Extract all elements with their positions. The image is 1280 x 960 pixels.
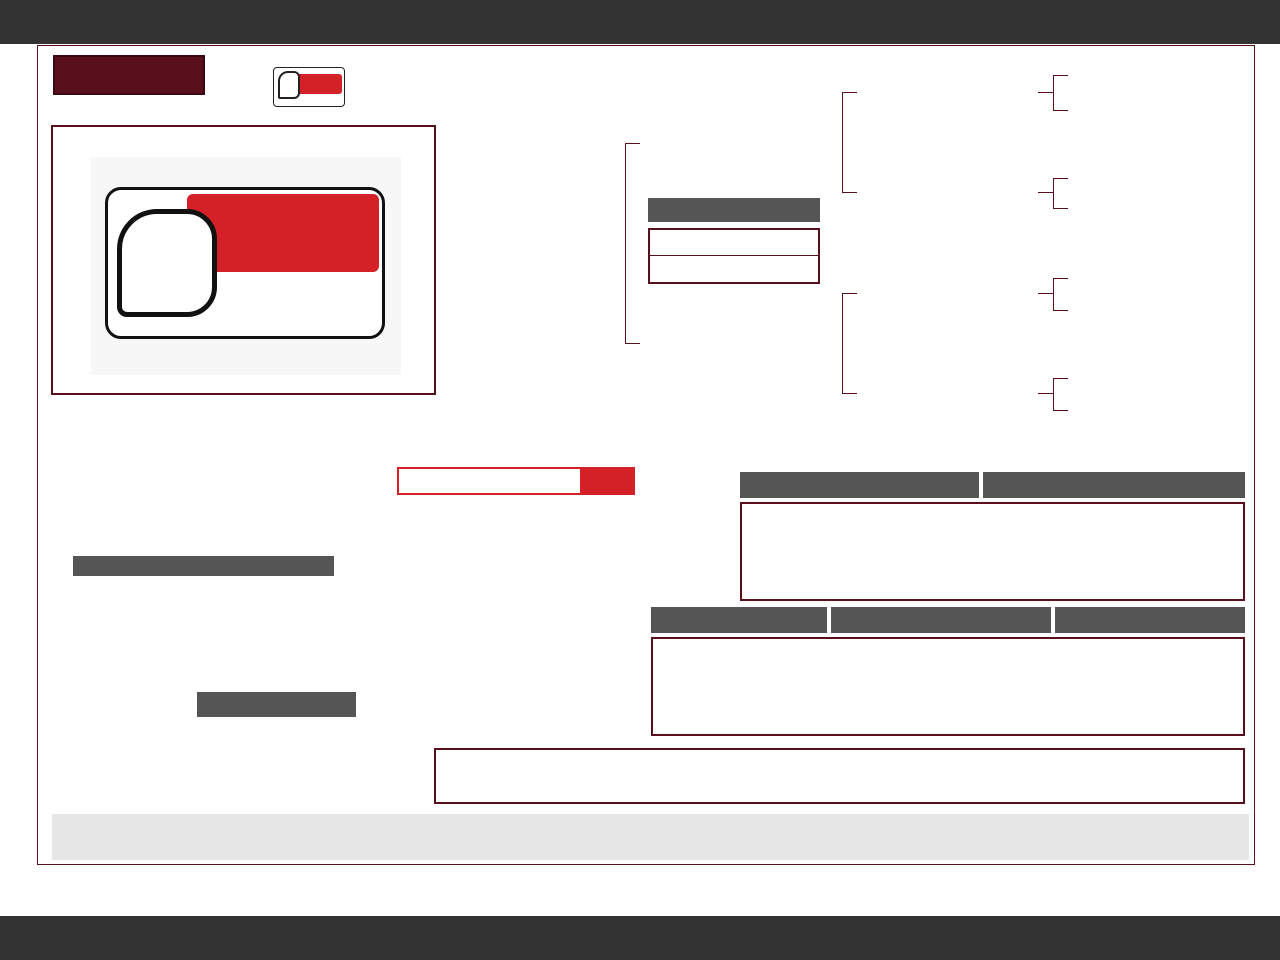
sussex-logo-small xyxy=(273,67,345,107)
dam-dam xyxy=(836,366,1056,374)
bull-head-icon xyxy=(117,209,217,317)
sire xyxy=(640,114,820,122)
bottom-bar xyxy=(0,916,1280,960)
myostatin-title xyxy=(197,692,356,717)
parentage-table xyxy=(648,228,820,284)
gg-4 xyxy=(1080,258,1240,262)
qr-code[interactable] xyxy=(50,690,164,804)
seller-remarks xyxy=(52,814,1249,860)
calf-mother-title xyxy=(740,472,979,498)
post-wean-title xyxy=(651,607,827,633)
gg-6 xyxy=(1080,358,1240,361)
sussex-logo-large xyxy=(91,157,401,375)
logix-logo xyxy=(660,470,730,600)
animal-photo-frame xyxy=(51,125,436,395)
lot-badge xyxy=(53,55,205,95)
dam xyxy=(612,316,848,324)
sire-dam xyxy=(836,165,1056,175)
dam-sire xyxy=(855,265,1040,273)
top-bar xyxy=(0,0,1280,44)
cow-value xyxy=(397,467,635,495)
ebv-top-table xyxy=(740,502,1245,601)
fertility-title xyxy=(983,472,1245,498)
sire-sire xyxy=(855,64,1040,72)
carcass-title xyxy=(1055,607,1245,633)
frame-title xyxy=(831,607,1051,633)
weights-table xyxy=(434,748,1245,804)
last-calf-title xyxy=(73,556,334,576)
parentage-header xyxy=(648,198,820,222)
ebv-bottom-table xyxy=(651,637,1245,736)
